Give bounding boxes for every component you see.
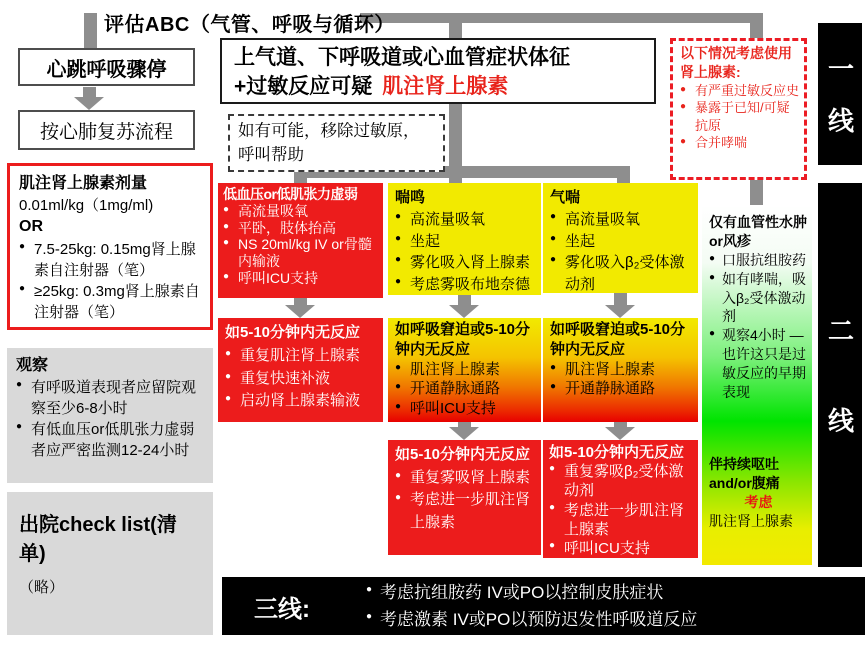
dose-or: OR <box>19 218 43 236</box>
wheeze-header: 气喘 <box>550 189 581 206</box>
remove-allergen-text: 如有可能，移除过敏原，呼叫帮助 <box>238 122 420 164</box>
list-item: ● 呼叫ICU支持 <box>395 399 534 419</box>
list-item: ● 重复快速补液 <box>225 368 376 391</box>
second-line-label: 二线 <box>824 317 855 497</box>
first-line-label: 一线 <box>824 55 855 159</box>
vomiting-section <box>709 455 808 531</box>
list-item: ● 7.5-25kg: 0.15mg肾上腺素自注射器（笔） <box>19 239 201 281</box>
list-item: ● ≥25kg: 0.3mg肾上腺素自注射器（笔） <box>19 281 201 323</box>
page-title: 评估ABC（气管、呼吸与循环） <box>104 14 395 36</box>
im-epinephrine-dose-box <box>7 163 213 330</box>
list-item: ● 有严重过敏反应史 <box>680 82 799 100</box>
angioedema-header: 仅有血管性水肿or风疹 <box>709 214 807 249</box>
cardiac-arrest-label: 心跳呼吸骤停 <box>46 58 167 81</box>
hypotension-header: 低血压or低肌张力虚弱 <box>223 186 358 202</box>
connector-title-right <box>360 13 763 23</box>
discharge-checklist-box <box>7 492 213 635</box>
first-line-bar <box>818 23 862 165</box>
no-response-header: 如5-10分钟内无反应 <box>549 444 685 461</box>
list-item: ● 考虑抗组胺药 IV或PO以控制皮肤症状 <box>366 579 697 606</box>
list-item: ● 高流量吸氧 <box>550 209 691 231</box>
list-item: ● 重复雾吸肾上腺素 <box>395 467 534 490</box>
list-item: ● 开通静脉通路 <box>550 379 691 399</box>
list-item: ● 雾化吸入肾上腺素 <box>395 252 534 274</box>
hypotension-box <box>218 183 383 298</box>
list-item: ● 肌注肾上腺素 <box>395 360 534 380</box>
vomiting-line2: and/or腹痛 <box>709 474 780 491</box>
third-line-label: 三线: <box>254 595 310 623</box>
remove-allergen-box <box>228 114 445 172</box>
stridor-box <box>388 183 541 295</box>
arrow-stridor-1 <box>449 295 479 318</box>
list-item: ● 合并哮喘 <box>680 134 799 152</box>
distress-header: 如呼吸窘迫或5-10分钟内无反应 <box>395 321 531 358</box>
symptom-line1: 上气道、下呼吸道或心血管症状体征 <box>234 46 570 69</box>
stridor-header: 喘鸣 <box>395 189 426 206</box>
second-line-bar <box>818 183 862 567</box>
list-item: ● 高流量吸氧 <box>395 209 534 231</box>
consider-epinephrine-box <box>670 38 807 180</box>
arrow-wheeze-2 <box>605 422 635 440</box>
wheeze-no-response-box <box>543 440 698 558</box>
vomiting-line1: 伴持续呕吐 <box>709 456 779 472</box>
dose-title: 肌注肾上腺素剂量 <box>19 175 148 192</box>
list-item: ● NS 20ml/kg IV or骨髓内输液 <box>223 236 378 270</box>
angioedema-box <box>702 205 812 565</box>
list-item: ● 呼叫ICU支持 <box>549 539 692 558</box>
list-item: ● 考虑进一步肌注肾上腺素 <box>549 501 692 539</box>
cpr-label: 按心肺复苏流程 <box>39 121 173 143</box>
cardiac-arrest-box <box>18 48 195 86</box>
list-item: ● 肌注肾上腺素 <box>550 360 691 380</box>
distress-header: 如呼吸窘迫或5-10分钟内无反应 <box>550 321 686 358</box>
list-item: ● 高流量吸氧 <box>223 203 378 220</box>
list-item: ● 启动肾上腺素输液 <box>225 390 376 413</box>
vomiting-action: 肌注肾上腺素 <box>709 512 793 529</box>
list-item: ● 口服抗组胺药 <box>709 251 807 270</box>
symptom-box <box>220 38 656 104</box>
list-item: ● 考虑激素 IV或PO以预防迟发性呼吸道反应 <box>366 606 697 633</box>
arrow-arrest-to-cpr <box>74 87 104 110</box>
list-item: ● 雾化吸入β₂受体激动剂 <box>550 252 691 296</box>
discharge-note: （略） <box>19 579 65 596</box>
wheeze-distress-box <box>543 318 698 422</box>
cpr-box <box>18 110 195 150</box>
observation-box <box>7 348 213 483</box>
stridor-no-response-box <box>388 440 541 555</box>
stridor-distress-box <box>388 318 541 422</box>
list-item: ● 暴露于已知/可疑抗原 <box>680 99 799 134</box>
no-response-header: 如5-10分钟内无反应 <box>225 324 361 341</box>
list-item: ● 有呼吸道表现者应留院观察至少6-8小时 <box>16 377 204 419</box>
connector-col3-drop <box>617 166 630 184</box>
arrow-stridor-2 <box>449 422 479 440</box>
discharge-title: 出院check list(清单) <box>19 514 177 565</box>
hypotension-no-response-box <box>218 318 383 422</box>
third-line-bar <box>222 577 865 635</box>
list-item: ● 考虑进一步肌注肾上腺素 <box>395 489 534 534</box>
arrow-hypotension <box>285 298 315 318</box>
wheeze-box <box>543 183 698 293</box>
symptom-line2-black: +过敏反应可疑 <box>234 74 373 98</box>
dose-line: 0.01ml/kg（1mg/ml) <box>19 197 154 215</box>
list-item: ● 平卧，肢体抬高 <box>223 220 378 237</box>
arrow-wheeze-1 <box>605 293 635 318</box>
list-item: ● 有低血压or低肌张力虚弱者应严密监测12-24小时 <box>16 419 204 461</box>
list-item: ● 重复肌注肾上腺素 <box>225 345 376 368</box>
list-item: ● 观察4小时 —也许这只是过敏反应的早期表现 <box>709 326 807 402</box>
no-response-header: 如5-10分钟内无反应 <box>395 446 531 463</box>
list-item: ● 重复雾吸β₂受体激动剂 <box>549 462 692 500</box>
list-item: ● 考虑雾吸布地奈德 <box>395 274 534 296</box>
observation-title: 观察 <box>16 357 49 374</box>
list-item: ● 开通静脉通路 <box>395 379 534 399</box>
list-item: ● 呼叫ICU支持 <box>223 270 378 287</box>
list-item: ● 坐起 <box>550 231 691 253</box>
symptom-line2 <box>234 73 642 102</box>
list-item: ● 坐起 <box>395 231 534 253</box>
vomiting-consider: 考虑 <box>744 493 773 510</box>
symptom-line2-red: 肌注肾上腺素 <box>382 74 509 98</box>
connector-title-to-arrest <box>84 13 97 50</box>
consider-epi-title: 以下情况考虑使用肾上腺素: <box>680 45 792 80</box>
list-item: ● 如有哮喘，吸入β₂受体激动剂 <box>709 270 807 327</box>
